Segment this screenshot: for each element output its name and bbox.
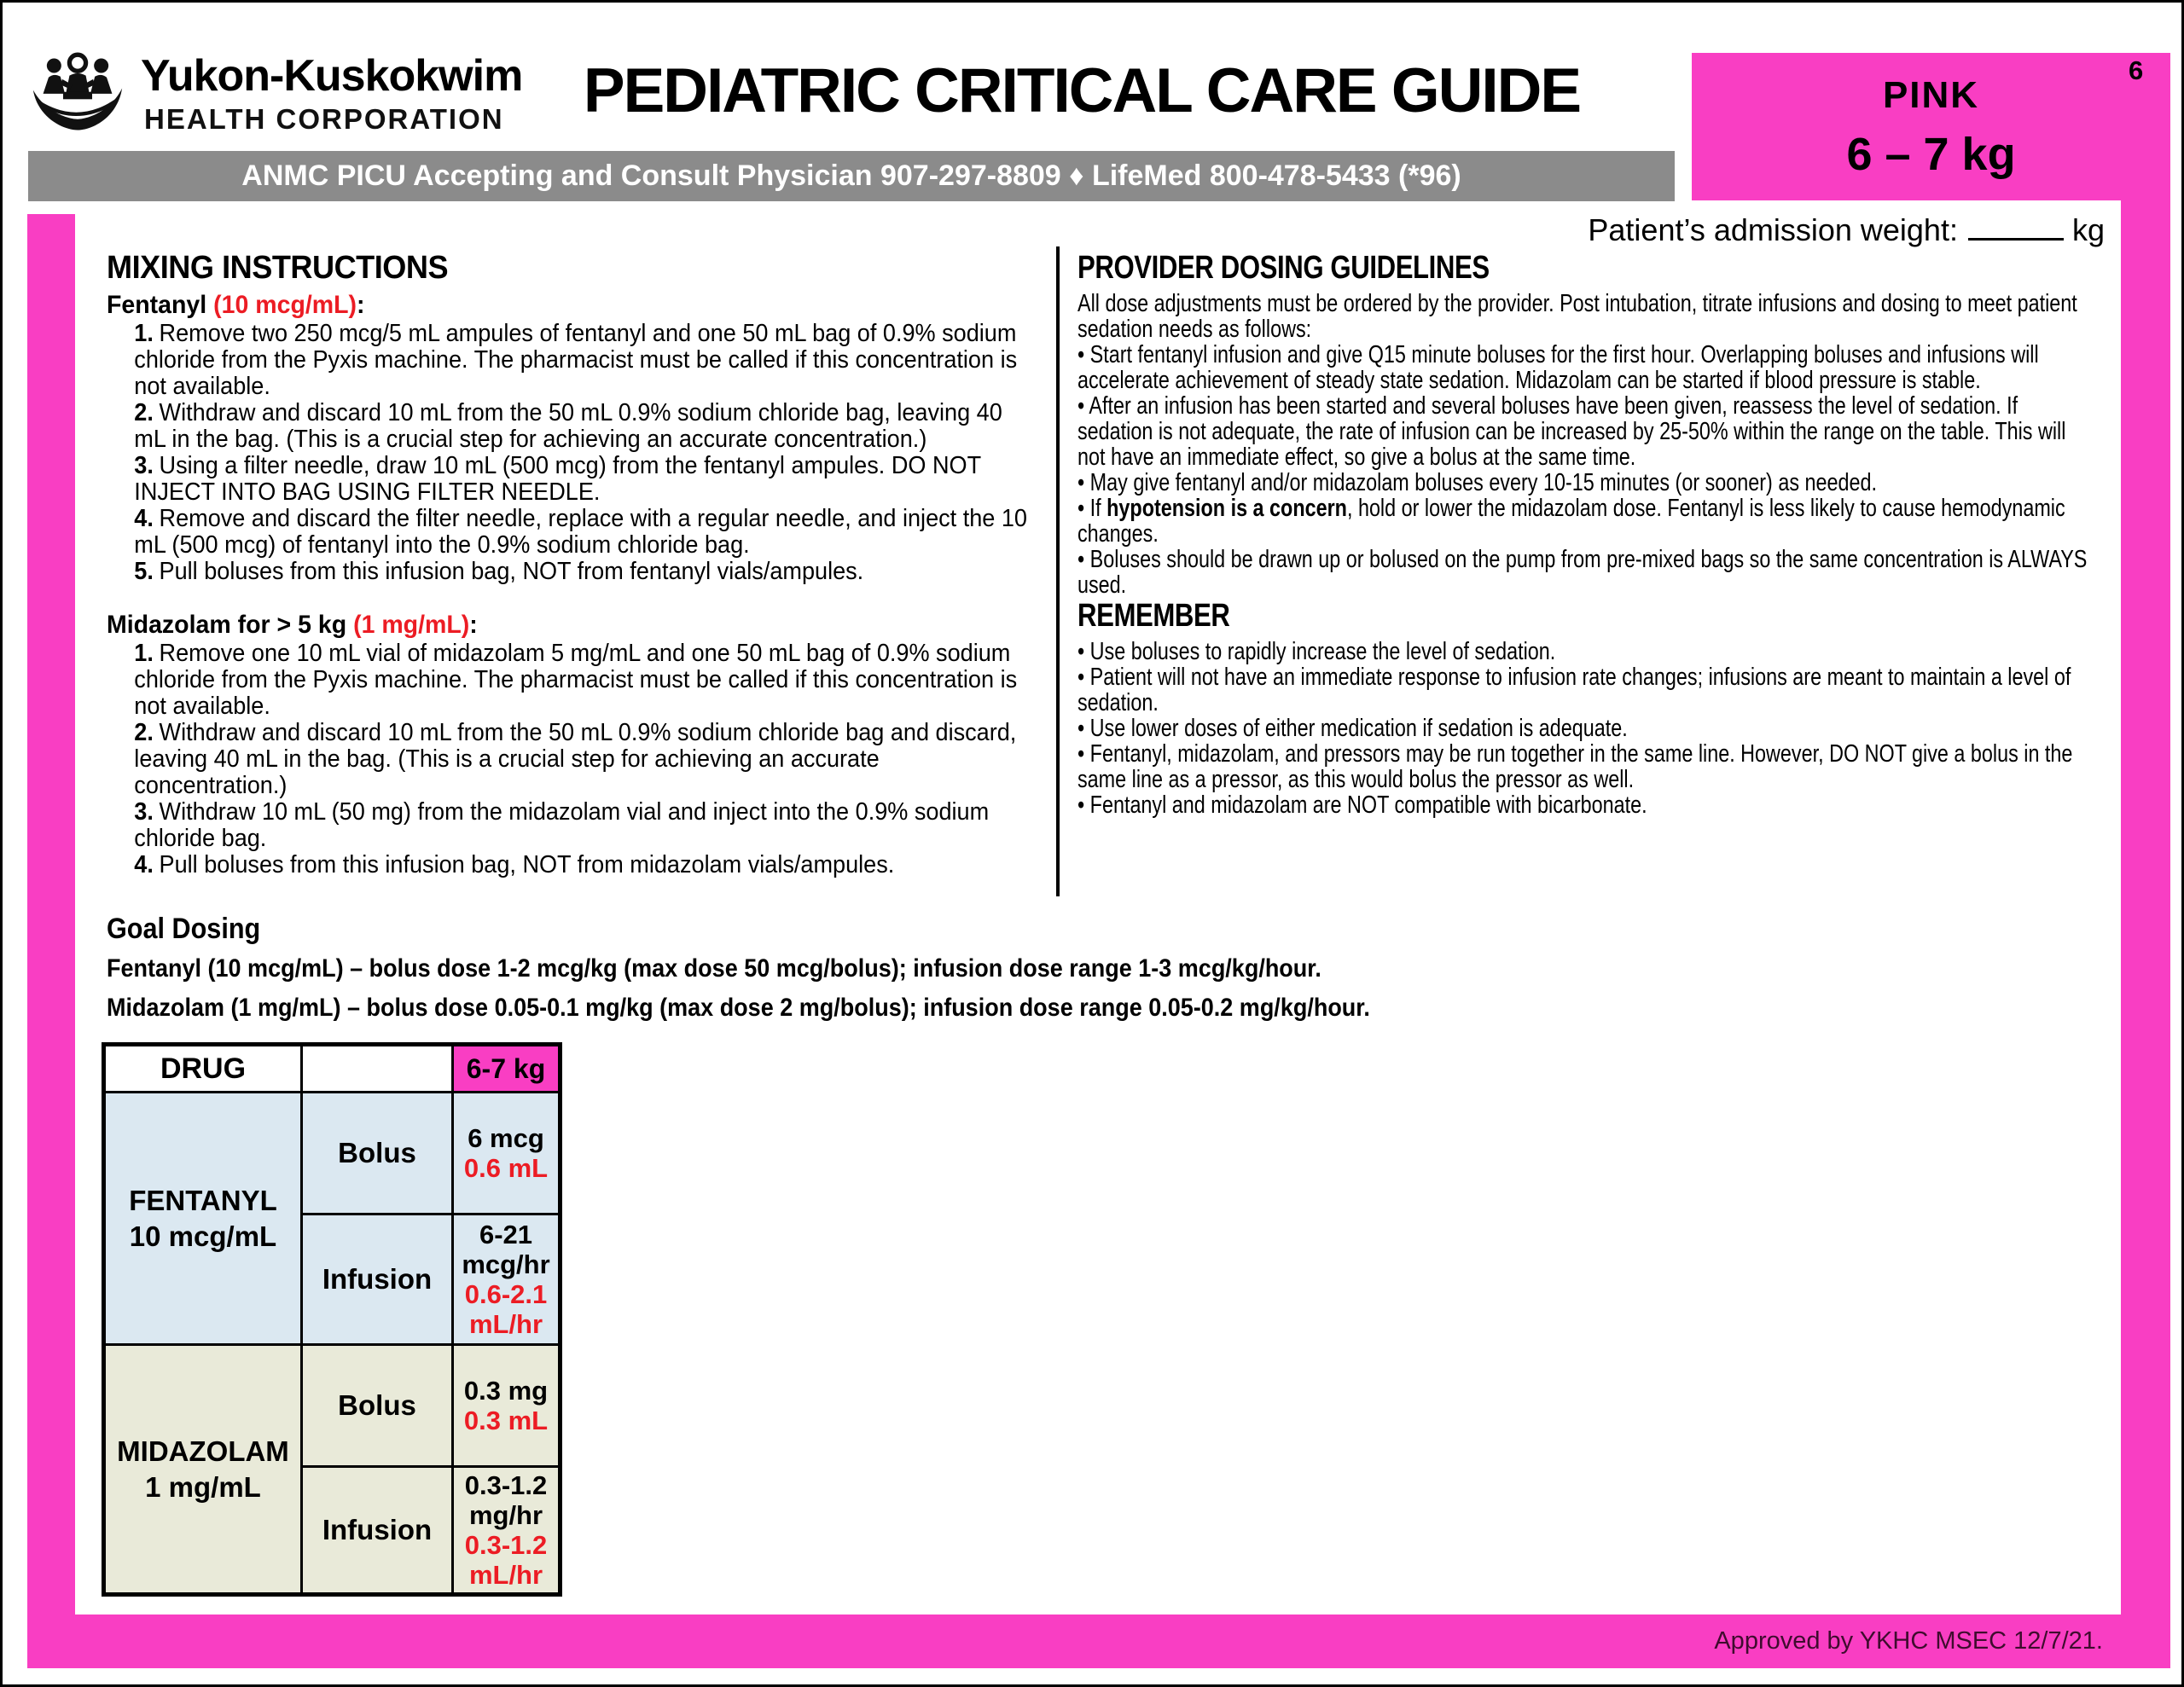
midazolam-concentration: (1 mg/mL) [353, 611, 470, 639]
admission-weight-label: Patient’s admission weight: [1588, 212, 1958, 247]
dose-value: 0.3-1.2 [464, 1470, 548, 1500]
provider-intro: All dose adjustments must be ordered by the provider. Post intubation, titrate infusions and dosing to meet patient sedation needs as follows: [1077, 290, 2077, 343]
step-number: 5. [134, 558, 154, 585]
step-text: Pull boluses from this infusion bag, NOT from midazolam vials/ampules. [159, 851, 895, 878]
step-number: 4. [134, 505, 154, 532]
mixing-step [107, 852, 1035, 878]
dosing-table [102, 1042, 562, 1597]
remember-heading: REMEMBER [1077, 598, 1230, 634]
goal-drug: Fentanyl [107, 954, 202, 983]
goal-text: (1 mg/mL) – bolus dose 0.05-0.1 mg/kg (max dose 2 mg/bolus); infusion dose range 0.05-0.2 mg/kg/hour. [230, 994, 1370, 1022]
dose-value: mg/hr [468, 1500, 543, 1530]
mixing-step [107, 506, 1035, 559]
drug-concentration: 1 mg/mL [145, 1470, 261, 1503]
fentanyl-bolus-value-cell [453, 1093, 561, 1215]
goal-line-fentanyl [107, 953, 1642, 984]
remember-bullet: • Use boluses to rapidly increase the level of sedation. [1077, 638, 1556, 665]
step-text: Pull boluses from this infusion bag, NOT from fentanyl vials/ampules. [159, 558, 864, 585]
provider-guidelines-section [1077, 250, 2091, 818]
fentanyl-concentration: (10 mcg/mL) [213, 291, 357, 319]
org-name: Yukon-Kuskokwim [141, 51, 523, 101]
page-number: 6 [2129, 55, 2144, 85]
remember-bullet: • Patient will not have an immediate response to infusion rate changes; infusions are meant to maintain a level of sedation. [1077, 664, 2071, 716]
table-header-weight: 6-7 kg [453, 1045, 561, 1093]
weight-class-box [1692, 53, 2170, 200]
midazolam-bolus-value-cell [453, 1345, 561, 1467]
dose-value: mcg/hr [462, 1249, 550, 1279]
approval-note: Approved by YKHC MSEC 12/7/21. [1714, 1627, 2103, 1655]
fentanyl-name: Fentanyl [107, 291, 207, 319]
table-header-drug: DRUG [104, 1045, 302, 1093]
goal-line-midazolam [107, 992, 1642, 1023]
step-number: 2. [134, 399, 154, 426]
mixing-step [107, 453, 1035, 506]
guideline-bullet: • Boluses should be drawn up or bolused on the pump from pre-mixed bags so the same concentration is ALWAYS used. [1077, 546, 2088, 599]
remember-bullet: • Fentanyl and midazolam are NOT compatible with bicarbonate. [1077, 791, 1647, 819]
pink-border-left [27, 214, 75, 1668]
remember-bullet: • Fentanyl, midazolam, and pressors may be run together in the same line. However, DO NOT give a bolus in the same line as a pressor, as this would bolus the pressor as well. [1077, 740, 2073, 793]
volume-value: mL/hr [468, 1560, 543, 1590]
admission-weight-line [1588, 212, 2105, 248]
admission-weight-unit: kg [2071, 212, 2105, 247]
midazolam-infusion-label-cell: Infusion [302, 1467, 453, 1595]
drug-name: MIDAZOLAM [117, 1435, 289, 1467]
volume-value: 0.3 mL [463, 1406, 549, 1435]
weight-class-label: PINK [1882, 73, 1980, 116]
bullet-text: • If [1077, 495, 1107, 522]
volume-value: 0.6-2.1 [464, 1279, 548, 1309]
step-text: Remove and discard the filter needle, replace with a regular needle, and inject the 10 mL (500 mcg) of fentanyl into the 0.9% sodium chloride bag. [134, 505, 1027, 559]
midazolam-mixing-heading [107, 611, 1035, 639]
step-number: 3. [134, 452, 154, 479]
guideline-bullet: • Start fentanyl infusion and give Q15 minute boluses for the first hour. Overlapping boluses and infusions will accelerate achievement of steady state sedation. Midazolam can be started if blood pressure is stable. [1077, 341, 2039, 394]
page-title: PEDIATRIC CRITICAL CARE GUIDE [583, 56, 1581, 125]
remember-bullet: • Use lower doses of either medication if sedation is adequate. [1077, 715, 1628, 742]
mixing-step [107, 641, 1035, 720]
drug-concentration: 10 mcg/mL [129, 1220, 277, 1252]
goal-text: (10 mcg/mL) – bolus dose 1-2 mcg/kg (max dose 50 mcg/bolus); infusion dose range 1-3 mcg/kg/hour. [207, 954, 1321, 983]
guideline-bullet: • May give fentanyl and/or midazolam boluses every 10-15 minutes (or sooner) as needed. [1077, 469, 1877, 496]
colon: : [469, 611, 478, 639]
volume-value: mL/hr [468, 1309, 543, 1339]
step-text: Remove one 10 mL vial of midazolam 5 mg/mL and one 50 mL bag of 0.9% sodium chloride from the Pyxis machine. The pharmacist must be called if this concentration is not available. [134, 640, 1018, 720]
step-text: Withdraw and discard 10 mL from the 50 mL 0.9% sodium chloride bag and discard, leaving 40 mL in the bag. (This is a crucial step for achieving an accurate concentration.) [134, 719, 1017, 799]
ykhc-logo-icon [32, 52, 124, 137]
mixing-step [107, 799, 1035, 852]
volume-value: 0.3-1.2 [464, 1530, 548, 1560]
guideline-bullet [1077, 496, 2091, 547]
dose-value: 0.3 mg [463, 1376, 549, 1406]
fentanyl-infusion-label-cell: Infusion [302, 1215, 453, 1345]
mixing-instructions-section [107, 250, 1035, 878]
org-subtitle: HEALTH CORPORATION [144, 103, 504, 135]
drug-cell-fentanyl [104, 1093, 302, 1345]
mixing-step [107, 321, 1035, 400]
table-header-param [302, 1045, 453, 1093]
step-number: 1. [134, 640, 154, 667]
dose-value: 6 mcg [468, 1123, 544, 1153]
dose-value: 6-21 [479, 1220, 533, 1249]
goal-dosing-heading: Goal Dosing [107, 913, 261, 945]
mixing-step [107, 559, 1035, 585]
step-text: Withdraw 10 mL (50 mg) from the midazolam vial and inject into the 0.9% sodium chloride bag. [134, 798, 990, 852]
mixing-heading: MIXING INSTRUCTIONS [107, 250, 449, 286]
pink-border-right [2121, 53, 2170, 1668]
admission-weight-blank [1968, 212, 2064, 241]
step-number: 2. [134, 719, 154, 746]
column-divider [1056, 246, 1060, 896]
fentanyl-mixing-heading [107, 291, 1035, 319]
mixing-step [107, 400, 1035, 453]
midazolam-name: Midazolam for > 5 kg [107, 611, 347, 639]
fentanyl-bolus-label-cell: Bolus [302, 1093, 453, 1215]
midazolam-infusion-value-cell [453, 1467, 561, 1595]
goal-drug: Midazolam [107, 994, 225, 1022]
bullet-text: , hold or lower the midazolam dose. Fentanyl is less likely to cause hemodynamic changes. [1077, 495, 2065, 548]
step-number: 4. [134, 851, 154, 878]
weight-class-range: 6 – 7 kg [1846, 128, 2016, 180]
drug-cell-midazolam [104, 1345, 302, 1595]
fentanyl-infusion-value-cell [453, 1215, 561, 1345]
drug-name: FENTANYL [129, 1184, 277, 1216]
colon: : [357, 291, 365, 319]
step-text: Using a filter needle, draw 10 mL (500 mcg) from the fentanyl ampules. DO NOT INJECT INTO BAG USING FILTER NEEDLE. [134, 452, 981, 506]
contact-bar: ANMC PICU Accepting and Consult Physician 907-297-8809 ♦ LifeMed 800-478-5433 (*96) [28, 151, 1675, 201]
step-text: Remove two 250 mcg/5 mL ampules of fentanyl and one 50 mL bag of 0.9% sodium chloride from the Pyxis machine. The pharmacist must be called if this concentration is not available. [134, 320, 1018, 400]
step-number: 3. [134, 798, 154, 826]
provider-heading: PROVIDER DOSING GUIDELINES [1077, 250, 1490, 286]
volume-value: 0.6 mL [463, 1153, 549, 1183]
step-text: Withdraw and discard 10 mL from the 50 mL 0.9% sodium chloride bag, leaving 40 mL in the bag. (This is a crucial step for achieving an accurate concentration.) [134, 399, 1002, 453]
midazolam-bolus-label-cell: Bolus [302, 1345, 453, 1467]
mixing-step [107, 720, 1035, 799]
bullet-bold-text: hypotension is a concern [1107, 495, 1347, 522]
goal-dosing-section [107, 913, 1642, 1031]
guideline-bullet: • After an infusion has been started and several boluses have been given, reassess the level of sedation. If sedation is not adequate, the rate of infusion can be increased by 25-50% within the range on the table. This will not have an immediate effect, so give a bolus at the same time. [1077, 392, 2066, 471]
step-number: 1. [134, 320, 154, 347]
main-columns [107, 250, 2088, 917]
